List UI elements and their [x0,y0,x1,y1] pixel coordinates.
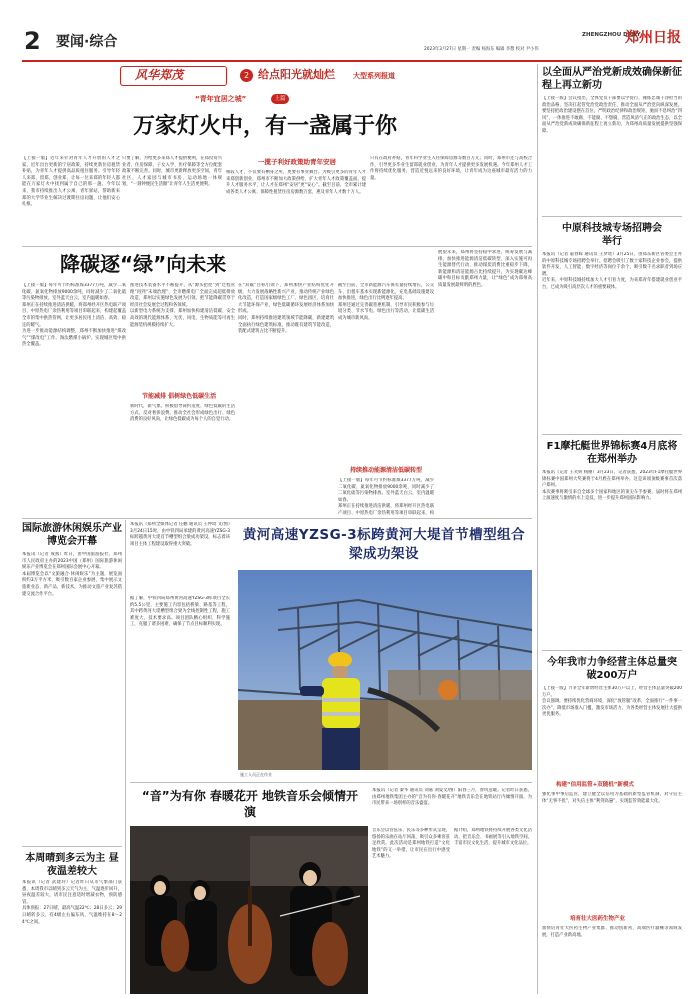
ag-body-3: 加快培育壮大医药生物产业集群，推动创新药、高端医疗器械等领域发展，打造产业新高地。 [542,926,682,938]
construction-photo-caption: 施工人员正在作业 [240,772,272,777]
carbon-subhead-2: 持续推动能源清洁低碳转型 [350,467,423,474]
carbon-subhead-1: 节能减排 倡树绿色低碳生活 [142,393,217,400]
divider [542,434,682,435]
lead-col-3: 相较人才，不仅要有栖身之所，更要有事业舞台。为吸引更多的青年人才来郑创新创业，郑州市不断加大政策供给，扩大青年人才政策覆盖面，提升人才服务水平，让人才在郑州“安居”更“安心”。截至目前，全市累计建成各类人才公寓、保障性租赁住房房源数万套，惠及青年人才数十万人。 [226,170,366,195]
zhongyuan-headline: 中原科技城专场招聘会举行 [562,223,662,247]
divider [542,216,682,217]
lead-col-2: 只要了解，为给更多来郑人才提供便利，在郑投资兴业者，住房保障、子女入学、医疗保障等全方位配套政策不断完善。同时，城市更新释放更多空间，青年社区、人才家园与城市书房、运动场地一体规划，“一刻钟便民生活圈”让青年人生活更便利。 [122,156,222,188]
carbon-col-5: 展望未来，郑州将坚持稳中求进，统筹发展与减排，加快推进能源清洁低碳转型，深入实施可再生能源替代行动，推动煤炭消费比重稳步下降，新能源和清洁能源占比持续提升，为实现碳达峰碳中和目标贡献郑州力量，让“绿色”成为郑州高质量发展最鲜明的底色。 [438,250,532,288]
carbon-headline: 降碳逐“绿”向未来 [60,252,227,276]
page-number: 2 [24,27,41,55]
ag-subhead-1: 构建“信用监管+双随机”新模式 [556,782,634,788]
section-title: 要闻·综合 [56,34,118,50]
banner-subtitle: 给点阳光就灿烂 [258,68,335,81]
divider [22,246,532,247]
f1-headline: F1摩托艇世界锦标赛4月底将在郑州举办 [546,441,678,465]
yellow-river-lead: 本报讯（郑州全媒体记者 任鹏 通讯员 王仲琦 文/图）3月24日15时，由中铁四局承建的黄河高速YZSG-3标跨越黄河大堤首节槽型组合梁成功架设，标志着该项目主体工程建设取得重大突破。 [130,522,230,547]
lead-headline: 万家灯火中，有一盏属于你 [132,114,397,139]
ag-body: 【上接一版】力争全年新增经营主体30万户以上，经营主体总量突破200万户。 会议强调，要持续优化营商环境，深化“放管服”改革，全面推行“一件事一次办”，降低市场准入门槛，激发市场活力，为各类经营主体发展壮大提供更优服务。 [542,686,682,718]
carbon-col-2: 推进技术装备水平不断提升，从“源头把控”到“过程管理”再到“末端治理”，全市燃煤电厂全面完成超低排放改造，郑州以实施绿色发展为引领，把节能降碳贯穿于经济社会发展全过程和各领域。 以新型电力系统为支撑，郑州加快构建清洁低碳、安全高效的现代能源体系，光伏、风电、生物质能等可再生能源装机规模持续扩大。 [130,283,235,328]
right-top-body: 【上接一版】会议指出，全体党员干部要以学促行，锤炼忠诚干净担当的政治品格，坚决扛起管党治党政治责任，推动全面从严治党向纵深发展。要坚持把政治建设摆在首位，严明政治纪律和政治规矩，驰而不息纠治“四风”，一体推进不敢腐、不能腐、不想腐，营造风清气正的政治生态，以全面从严治党新成效确保新征程上再立新功，为郑州高质量发展提供坚强保障。 [542,96,682,134]
yellow-river-body: 据了解，中铁四局郑州黄河高速YZSG-3标项目全长约5.5公里，主要施工内容包括桥梁、路基等工程，其中跨黄河大堤槽型组合梁为全线控制性工程，施工难度大、技术要求高。项目团队精心组织、科学施工，克服了诸多困难，确保了节点目标顺利实现。 [130,596,230,628]
weather-headline: 本周晴到多云为主 昼夜温差较大 [25,853,119,877]
carbon-col-4: 截至目前，全市新能源汽车保有量持续增长，公交车、出租车基本实现新能源化，充电基础设施建设加快推进，绿色出行比例逐年提高。 郑州还通过完善碳普惠机制，引导市民积极参与垃圾分类、节水节电、绿色出行等活动，让低碳生活成为城市新风尚。 [338,283,434,321]
music-body-2: 音乐会以管弦乐、民乐等多种形式呈现，悠扬的乐曲在站厅回荡，吸引众多乘客驻足欣赏。此次活动是郑州地铁打造“文化地铁”的又一举措，让市民在出行中感受艺术魅力。 [372,828,450,860]
lead-kicker: “青年宜居之城” [195,95,247,103]
music-body-1: 本报讯（记者 秦华 通讯员 刘嘉 刘夏文/图）阳春三月，春风送暖。记者昨日获悉，由郑州地铁集团主办的“音为有你·春暖花开”地铁音乐会在地铁站厅内倾情开演，为市民带来一场别样的音乐盛宴。 [372,788,532,807]
weather-body: 本报讯（记者 武建玲）记者昨日从市气象部门获悉，本周我市以晴到多云天气为主，气温逐步回升，昼夜温差较大，请市民注意适时增减衣物，预防感冒。 具体预报：27日晴，最高气温22℃；28日多云；29日晴转多云，有4级左右偏东风，气温维持在8～24℃之间。 [22,880,122,925]
lead-subhead: 一揽子利好政策助青年安居 [258,158,336,166]
divider [542,650,682,651]
left-column-rule [125,520,126,994]
lead-col-4: 只有在政府补贴，青年科学业生入住保障房源等数百万元；同时，郑州市还与高校合作，引导更多毕业生留郑就业创业，为青年人才提供更多发展机遇。今年郑州人才工作将持续优化服务，营造近悦远来的良好环境，让青年成为这座城市最有活力的力量。 [370,156,532,181]
banner-number-circle: 2 [240,69,253,82]
banner-title: 风华郑茂 [135,68,184,82]
carbon-col-3: 在“双碳”目标引领下，郑州加快产业结构优化升级，大力发展战略性新兴产业，推动传统产业绿色化改造，打造国家级绿色工厂、绿色园区，培育壮大节能环保产业，绿色低碳循环发展经济体系加快形成。 同时，郑州持续推进建筑领域节能降碳，新建建筑全面执行绿色建筑标准，推动既有建筑节能改造，装配式建筑占比不断提升。 [238,283,334,335]
f1-body: 本报讯（记者 王笑妍 杨丽）3月23日，记者获悉，2023年F1摩托艇世界锦标赛中国郑州大奖赛将于4月底在郑州举办。这是该项顶级赛事首次落户郑州。 本次赛事将吸引来自全球多个国家和地区的顶尖车手参赛，届时将在郑州上演速度与激情的水上竞技，进一步提升郑州国际影响力。 [542,470,682,502]
carbon-col-1: 【上接一版】每年可节约标准煤3377万吨，减少二氧化碳、氮氧化物排放9000余吨，同时减少了二氧化硫等污染物排放。室外蓝天白云，室内温暖如春。 郑州正在持续推进清洁供暖，将郑州经开区热电联产项目、中原热电厂余热利用等项目串联起来，构建起覆盖全市的集中供热管网，让更多居民用上清洁、高效、稳定的暖气。 为进一步推动能源结构调整，郑州不断加快推进“煤改气”“煤改电”工作，淘汰燃煤小锅炉，实现城区集中供热全覆盖。 [22,283,126,348]
masthead-rule [22,60,682,62]
divider [22,518,532,519]
concert-photo [130,826,368,994]
right-column-rule [537,64,538,994]
masthead [22,28,682,60]
construction-photo [238,570,532,770]
divider [130,782,532,783]
music-body-3: 据介绍，郑州地铁将持续开展各类文化活动，把音乐会、书画展等引入地铁空间，丰富市民文化生活，提升城市文化品位。 [454,828,532,847]
construction-photo-art [238,570,532,770]
divider [22,846,122,847]
banner-series-note: 大型系列报道 [353,72,395,80]
music-headline: “音”为有你 春暖花开 地铁音乐会倾情开演 [141,789,359,819]
paper-name-en: ZHENGZHOU DAILY [582,32,641,38]
carbon-col-2b: 新时代，新气象。积极倡导简约适度、绿色低碳的生活方式，反对奢侈浪费，推动全社会形成绿色出行、绿色消费的良好风尚，让绿色低碳成为每个人的自觉行动。 [130,404,235,423]
carbon-col-4b: 【上接一版】每年可节约标准煤3377万吨，减少二氧化碳、氮氧化物排放9000余吨，同时减少了二氧化硫等污染物排放。室外蓝天白云，室内温暖如春。 郑州正在持续推进清洁供暖，将郑州经开区热电联产项目、中原热电厂余热利用等项目串联起来，构 [338,478,434,515]
date-line: 2023年3月27日 星期一 责编 杨海东 编辑 李想 校对 尹小伟 [424,47,539,52]
tourism-body: 本报讯（记者 成燕）昨日，由中国旅游报社、郑州市人民政府主办的2023中国（郑州）国际旅游休闲娱乐产业博览会在郑州国际会展中心开幕。 本届博览会以“文旅融合·休闲娱乐”为主题，展览面积约3万平方米，吸引数百家企业参展，集中展示文旅新业态、新产品、新技术，为推动文旅产业复苏搭建交流合作平台。 [22,552,122,597]
paper-name-cn: 郑州日报 [625,30,681,46]
lead-kicker-tag: 上篇 [271,94,289,104]
ag-subhead-2: 培育壮大医药生物产业 [570,916,626,922]
feature-banner [120,64,410,86]
lead-kicker-box [195,92,295,106]
ag-body-2: 强化事中事后监管，建立健全以信用为基础的新型监管机制，对守信主体“无事不扰”，对失信主体“利剑高悬”，实现监管效能最大化。 [542,792,682,804]
zhongyuan-body: 本报讯（记者 董春晖 通讯员 王梦瑶）3月25日，由郑东新区管委会主办的中原科技城专场招聘会举行。招聘会吸引了数十家科技企业参会，提供软件开发、人工智能、数字经济等岗位千余个，吸引数千名求职者到场应聘。 近年来，中原科技城持续加大人才引育力度，为来郑青年搭建就业创业平台，已成为吸引高层次人才的重要载体。 [542,252,682,290]
tourism-headline: 国际旅游休闲娱乐产业博览会开幕 [22,523,122,547]
lead-col-1: 【上接一版】近年来针对青年人才开放的人才之家、近年出台更新的宁居政策，持续更新住房租赁补贴，为青年人才提供高品质租住服务。引导年轻人来郑、留郑、创业郑，让每一位来郑的年轻人都能在万家灯火中找到属于自己的那一盏。今年以来，我市持续推出人才公寓、青年驿站，帮助新来郑的大学毕业生解决过渡期住房问题，让他们安心扎根。 [22,156,120,208]
right-top-headline: 以全面从严治党新成效确保新征程上再立新功 [542,67,682,91]
yellow-river-headline: 黄河高速YZSG-3标跨黄河大堤首节槽型组合梁成功架设 [242,527,526,562]
ag-headline: 今年我市力争经营主体总量突破200万户 [547,657,677,681]
concert-photo-art [130,826,368,994]
